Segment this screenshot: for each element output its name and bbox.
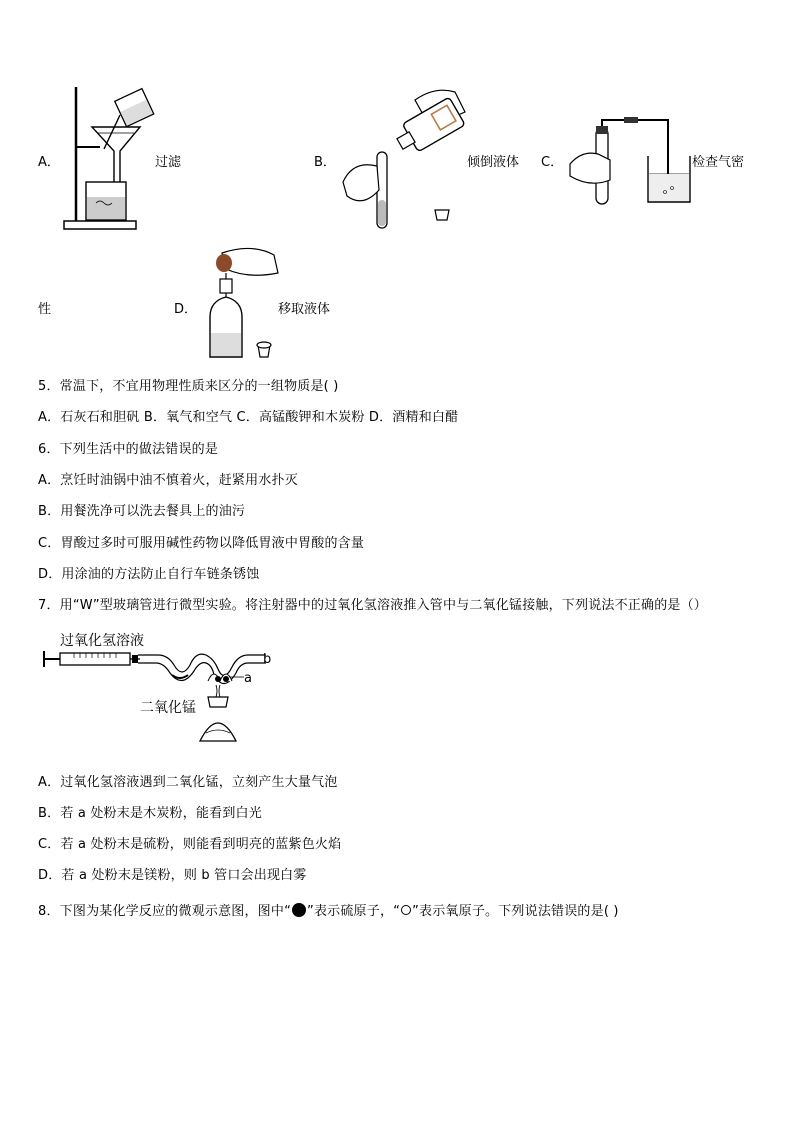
option-c-caption: 检查气密 [692, 155, 745, 170]
question-7-option-c: C．若 a 处粉末是硫粉，则能看到明亮的蓝紫色火焰 [38, 837, 342, 852]
question-6-option-a: A．烹饪时油锅中油不慎着火，赶紧用水扑灭 [38, 473, 298, 488]
question-5-stem: 5．常温下，不宜用物理性质来区分的一组物质是( ) [38, 379, 339, 394]
dropper-bottle-figure [200, 245, 290, 365]
sulfur-atom-icon [292, 903, 306, 917]
filtration-apparatus-figure [58, 85, 158, 235]
question-6-option-b: B．用餐洗净可以洗去餐具上的油污 [38, 504, 246, 519]
oxygen-atom-icon [401, 905, 411, 915]
option-d-letter: D． [174, 302, 198, 317]
question-6-option-c: C．胃酸过多时可服用碱性药物以降低胃液中胃酸的含量 [38, 536, 365, 551]
question-7-option-d: D．若 a 处粉末是镁粉，则 b 管口会出现白雾 [38, 868, 307, 883]
question-8-stem-mid: ”表示硫原子，“ [307, 904, 401, 919]
figure-label-mno2: 二氧化锰 [140, 700, 196, 716]
question-8-stem [38, 900, 619, 919]
option-c-caption-wrap: 性 [38, 302, 52, 317]
option-c-letter: C． [541, 155, 564, 170]
question-5-options: A．石灰石和胆矾 B．氧气和空气 C．高锰酸钾和木炭粉 D．酒精和白醋 [38, 410, 459, 425]
figure-label-h2o2: 过氧化氢溶液 [60, 633, 144, 649]
figure-label-b: b [263, 652, 272, 667]
question-6-option-d: D．用涂油的方法防止自行车链条锈蚀 [38, 567, 260, 582]
question-7-option-a: A．过氧化氢溶液遇到二氧化锰，立刻产生大量气泡 [38, 775, 338, 790]
figure-label-a: a [244, 671, 252, 686]
question-7-option-b: B．若 a 处粉末是木炭粉，能看到白光 [38, 806, 262, 821]
option-a-caption: 过滤 [155, 155, 182, 170]
question-7-stem: 7．用“W”型玻璃管进行微型实验。将注射器中的过氧化氢溶液推入管中与二氧化锰接触，下列说法不正确的是（） [38, 598, 707, 613]
option-b-caption: 倾倒液体 [467, 155, 520, 170]
w-tube-apparatus-figure [40, 645, 280, 745]
airtightness-check-figure [566, 112, 696, 212]
option-a-letter: A． [38, 155, 60, 170]
pouring-liquid-figure [335, 82, 475, 232]
option-d-caption: 移取液体 [278, 302, 331, 317]
question-6-stem: 6．下列生活中的做法错误的是 [38, 442, 219, 457]
option-b-letter: B． [314, 155, 336, 170]
question-8-stem-pre: 8．下图为某化学反应的微观示意图，图中“ [38, 904, 292, 919]
question-8-stem-post: ”表示氧原子。下列说法错误的是( ) [412, 904, 619, 919]
